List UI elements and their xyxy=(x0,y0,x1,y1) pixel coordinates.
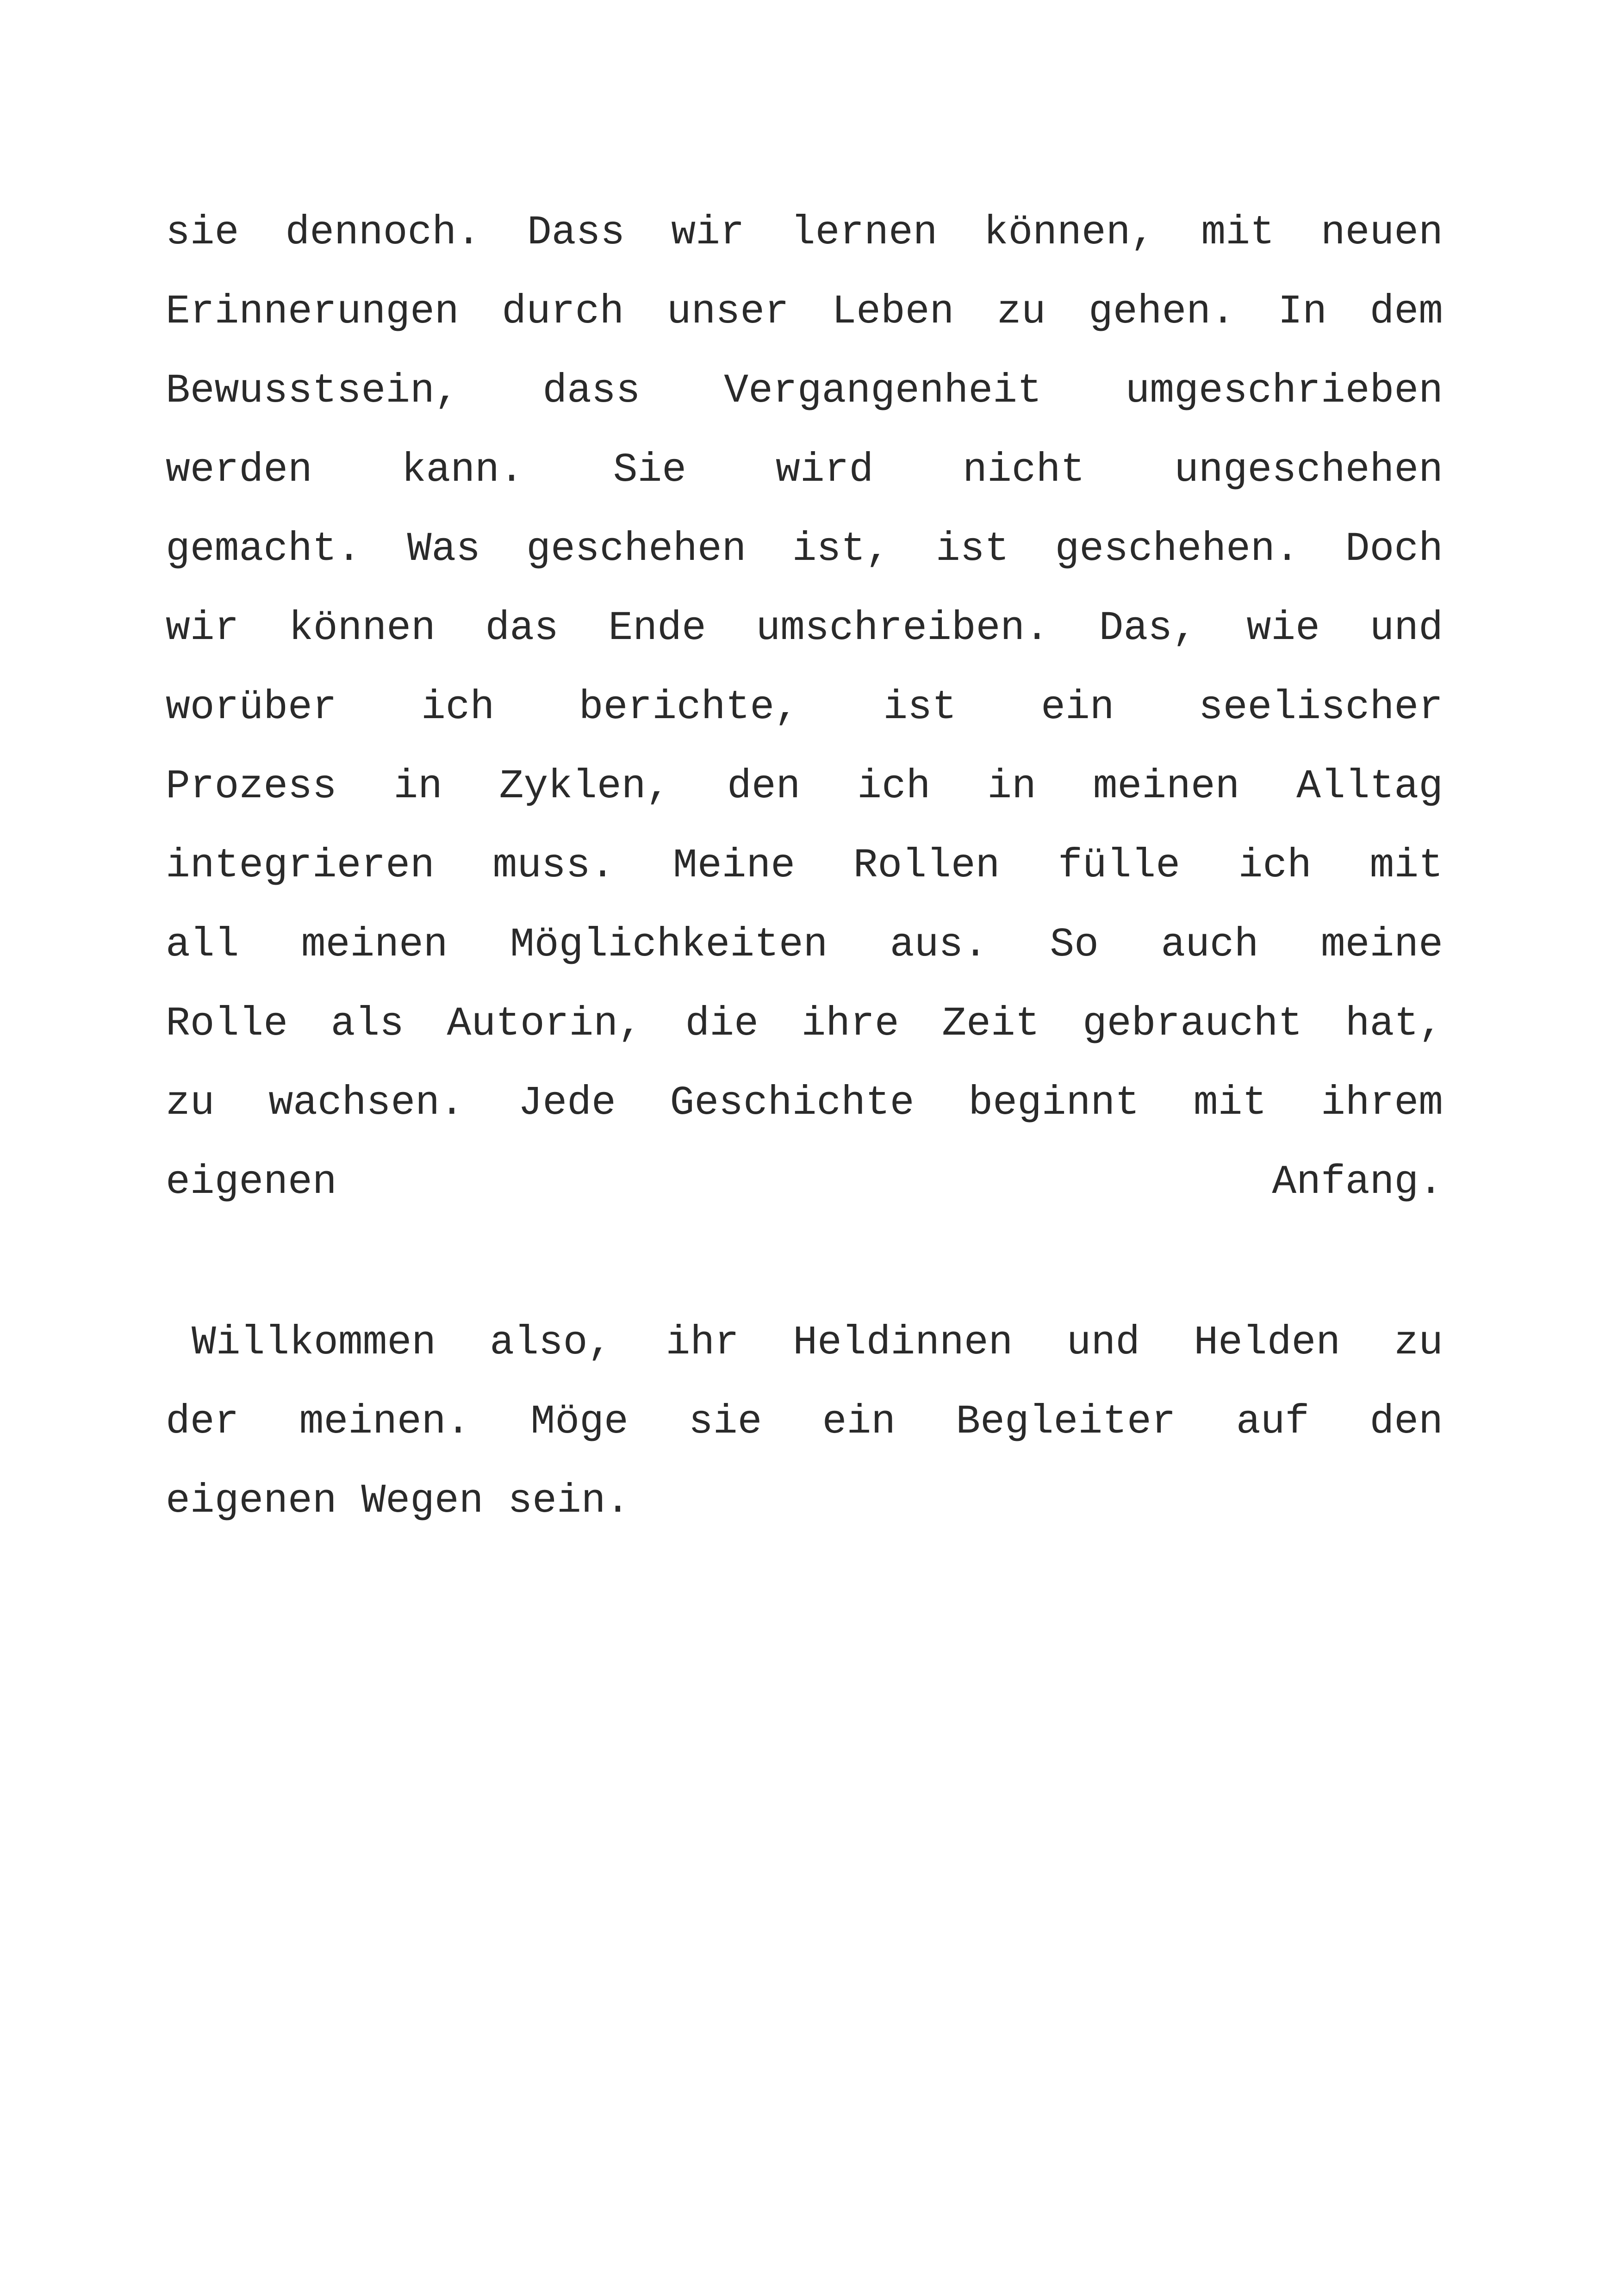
word: kann. xyxy=(401,447,524,493)
word: meinen xyxy=(1093,764,1240,810)
word: den xyxy=(1369,1399,1443,1445)
text-line xyxy=(166,668,1443,747)
text-line xyxy=(166,1303,1443,1383)
word: Begleiter xyxy=(956,1399,1176,1445)
word: nicht xyxy=(963,447,1085,493)
word: Zyklen, xyxy=(499,764,671,810)
word: dem xyxy=(1369,289,1443,335)
word: wie xyxy=(1246,606,1320,652)
word: beginnt xyxy=(968,1080,1140,1126)
word: ist xyxy=(935,527,1009,572)
word: auf xyxy=(1236,1399,1310,1445)
word: ich xyxy=(857,764,931,810)
word: ihr xyxy=(666,1320,739,1366)
word: ein xyxy=(1041,685,1114,731)
text-line xyxy=(166,193,1443,273)
word: Sie xyxy=(613,447,687,493)
word: wachsen. xyxy=(268,1080,464,1126)
word: ich xyxy=(1238,843,1312,889)
word: seelischer xyxy=(1198,685,1443,731)
text-line xyxy=(166,906,1443,985)
word: unser xyxy=(666,289,789,335)
word: Doch xyxy=(1345,527,1443,572)
word: mit xyxy=(1369,843,1443,889)
word: ein xyxy=(822,1399,896,1445)
word: meinen. xyxy=(299,1399,471,1445)
word: können xyxy=(289,606,436,652)
word: Willkommen xyxy=(192,1320,436,1366)
word: gehen. xyxy=(1089,289,1235,335)
word: wir xyxy=(166,606,239,652)
word: Vergangenheit xyxy=(724,368,1042,414)
word: und xyxy=(1066,1320,1140,1366)
word: Meine xyxy=(673,843,796,889)
word: In xyxy=(1278,289,1327,335)
word: Rollen xyxy=(853,843,1000,889)
word: all xyxy=(166,922,239,968)
text-line xyxy=(166,1064,1443,1143)
word: worüber xyxy=(166,685,337,731)
word: aus. xyxy=(890,922,988,968)
word: umschreiben. xyxy=(756,606,1050,652)
word: Leben xyxy=(832,289,954,335)
word: gemacht. xyxy=(166,527,361,572)
word: meine xyxy=(1320,922,1443,968)
word: Helden xyxy=(1194,1320,1341,1366)
word: mit xyxy=(1201,210,1275,256)
word: Zeit xyxy=(942,1001,1040,1047)
word: also, xyxy=(490,1320,612,1366)
word: auch xyxy=(1161,922,1259,968)
word: Dass xyxy=(527,210,625,256)
text-line: eigenen Wegen sein. xyxy=(166,1478,630,1524)
word: neuen xyxy=(1320,210,1443,256)
word: eigenen xyxy=(166,1160,337,1205)
text-line xyxy=(166,431,1443,510)
word: in xyxy=(393,764,442,810)
word: berichte, xyxy=(579,685,799,731)
word: fülle xyxy=(1058,843,1181,889)
word: sie xyxy=(166,210,239,256)
word: hat, xyxy=(1345,1001,1443,1047)
word: können, xyxy=(983,210,1155,256)
word: und xyxy=(1369,606,1443,652)
word: ich xyxy=(421,685,495,731)
word: dennoch. xyxy=(285,210,481,256)
word: integrieren xyxy=(166,843,435,889)
word: So xyxy=(1050,922,1099,968)
text-line xyxy=(166,985,1443,1064)
word: mit xyxy=(1193,1080,1267,1126)
word: wird xyxy=(776,447,874,493)
word: Erinnerungen xyxy=(166,289,459,335)
word: das xyxy=(485,606,559,652)
word: Anfang. xyxy=(1272,1160,1443,1205)
text-line xyxy=(166,1383,1443,1462)
word: durch xyxy=(502,289,624,335)
word: gebraucht xyxy=(1082,1001,1303,1047)
word: ihre xyxy=(801,1001,899,1047)
word: die xyxy=(685,1001,759,1047)
text-line xyxy=(166,352,1443,431)
word: ungeschehen xyxy=(1174,447,1443,493)
word: wir xyxy=(671,210,745,256)
word: zu xyxy=(166,1080,215,1126)
word: muss. xyxy=(492,843,615,889)
word: sie xyxy=(689,1399,762,1445)
word: Rolle xyxy=(166,1001,288,1047)
text-line xyxy=(166,747,1443,826)
word: Bewusstsein, xyxy=(166,368,459,414)
word: in xyxy=(987,764,1036,810)
word: Was xyxy=(407,527,481,572)
word: meinen xyxy=(301,922,448,968)
word: den xyxy=(727,764,801,810)
word: ist, xyxy=(792,527,890,572)
text-line xyxy=(166,510,1443,589)
word: als xyxy=(330,1001,404,1047)
word: der xyxy=(166,1399,239,1445)
paragraph-1 xyxy=(166,193,1443,1222)
word: Möglichkeiten xyxy=(510,922,828,968)
word: lernen xyxy=(790,210,938,256)
word: werden xyxy=(166,447,312,493)
text-line xyxy=(166,826,1443,906)
word: umgeschrieben xyxy=(1125,368,1443,414)
word: Heldinnen xyxy=(793,1320,1013,1366)
text-line xyxy=(166,273,1443,352)
word: dass xyxy=(542,368,641,414)
word: zu xyxy=(1394,1320,1443,1366)
word: zu xyxy=(996,289,1046,335)
word: Prozess xyxy=(166,764,337,810)
paragraph-2 xyxy=(166,1303,1443,1541)
word: Autorin, xyxy=(447,1001,642,1047)
word: geschehen xyxy=(526,527,747,572)
text-line xyxy=(166,1143,1443,1222)
word: Ende xyxy=(608,606,706,652)
word: Jede xyxy=(518,1080,616,1126)
word: Möge xyxy=(530,1399,629,1445)
word: ist xyxy=(883,685,957,731)
word: Geschichte xyxy=(670,1080,915,1126)
word: geschehen. xyxy=(1055,527,1300,572)
word: ihrem xyxy=(1320,1080,1443,1126)
word: Das, xyxy=(1099,606,1197,652)
word: Alltag xyxy=(1296,764,1443,810)
text-line xyxy=(166,589,1443,668)
